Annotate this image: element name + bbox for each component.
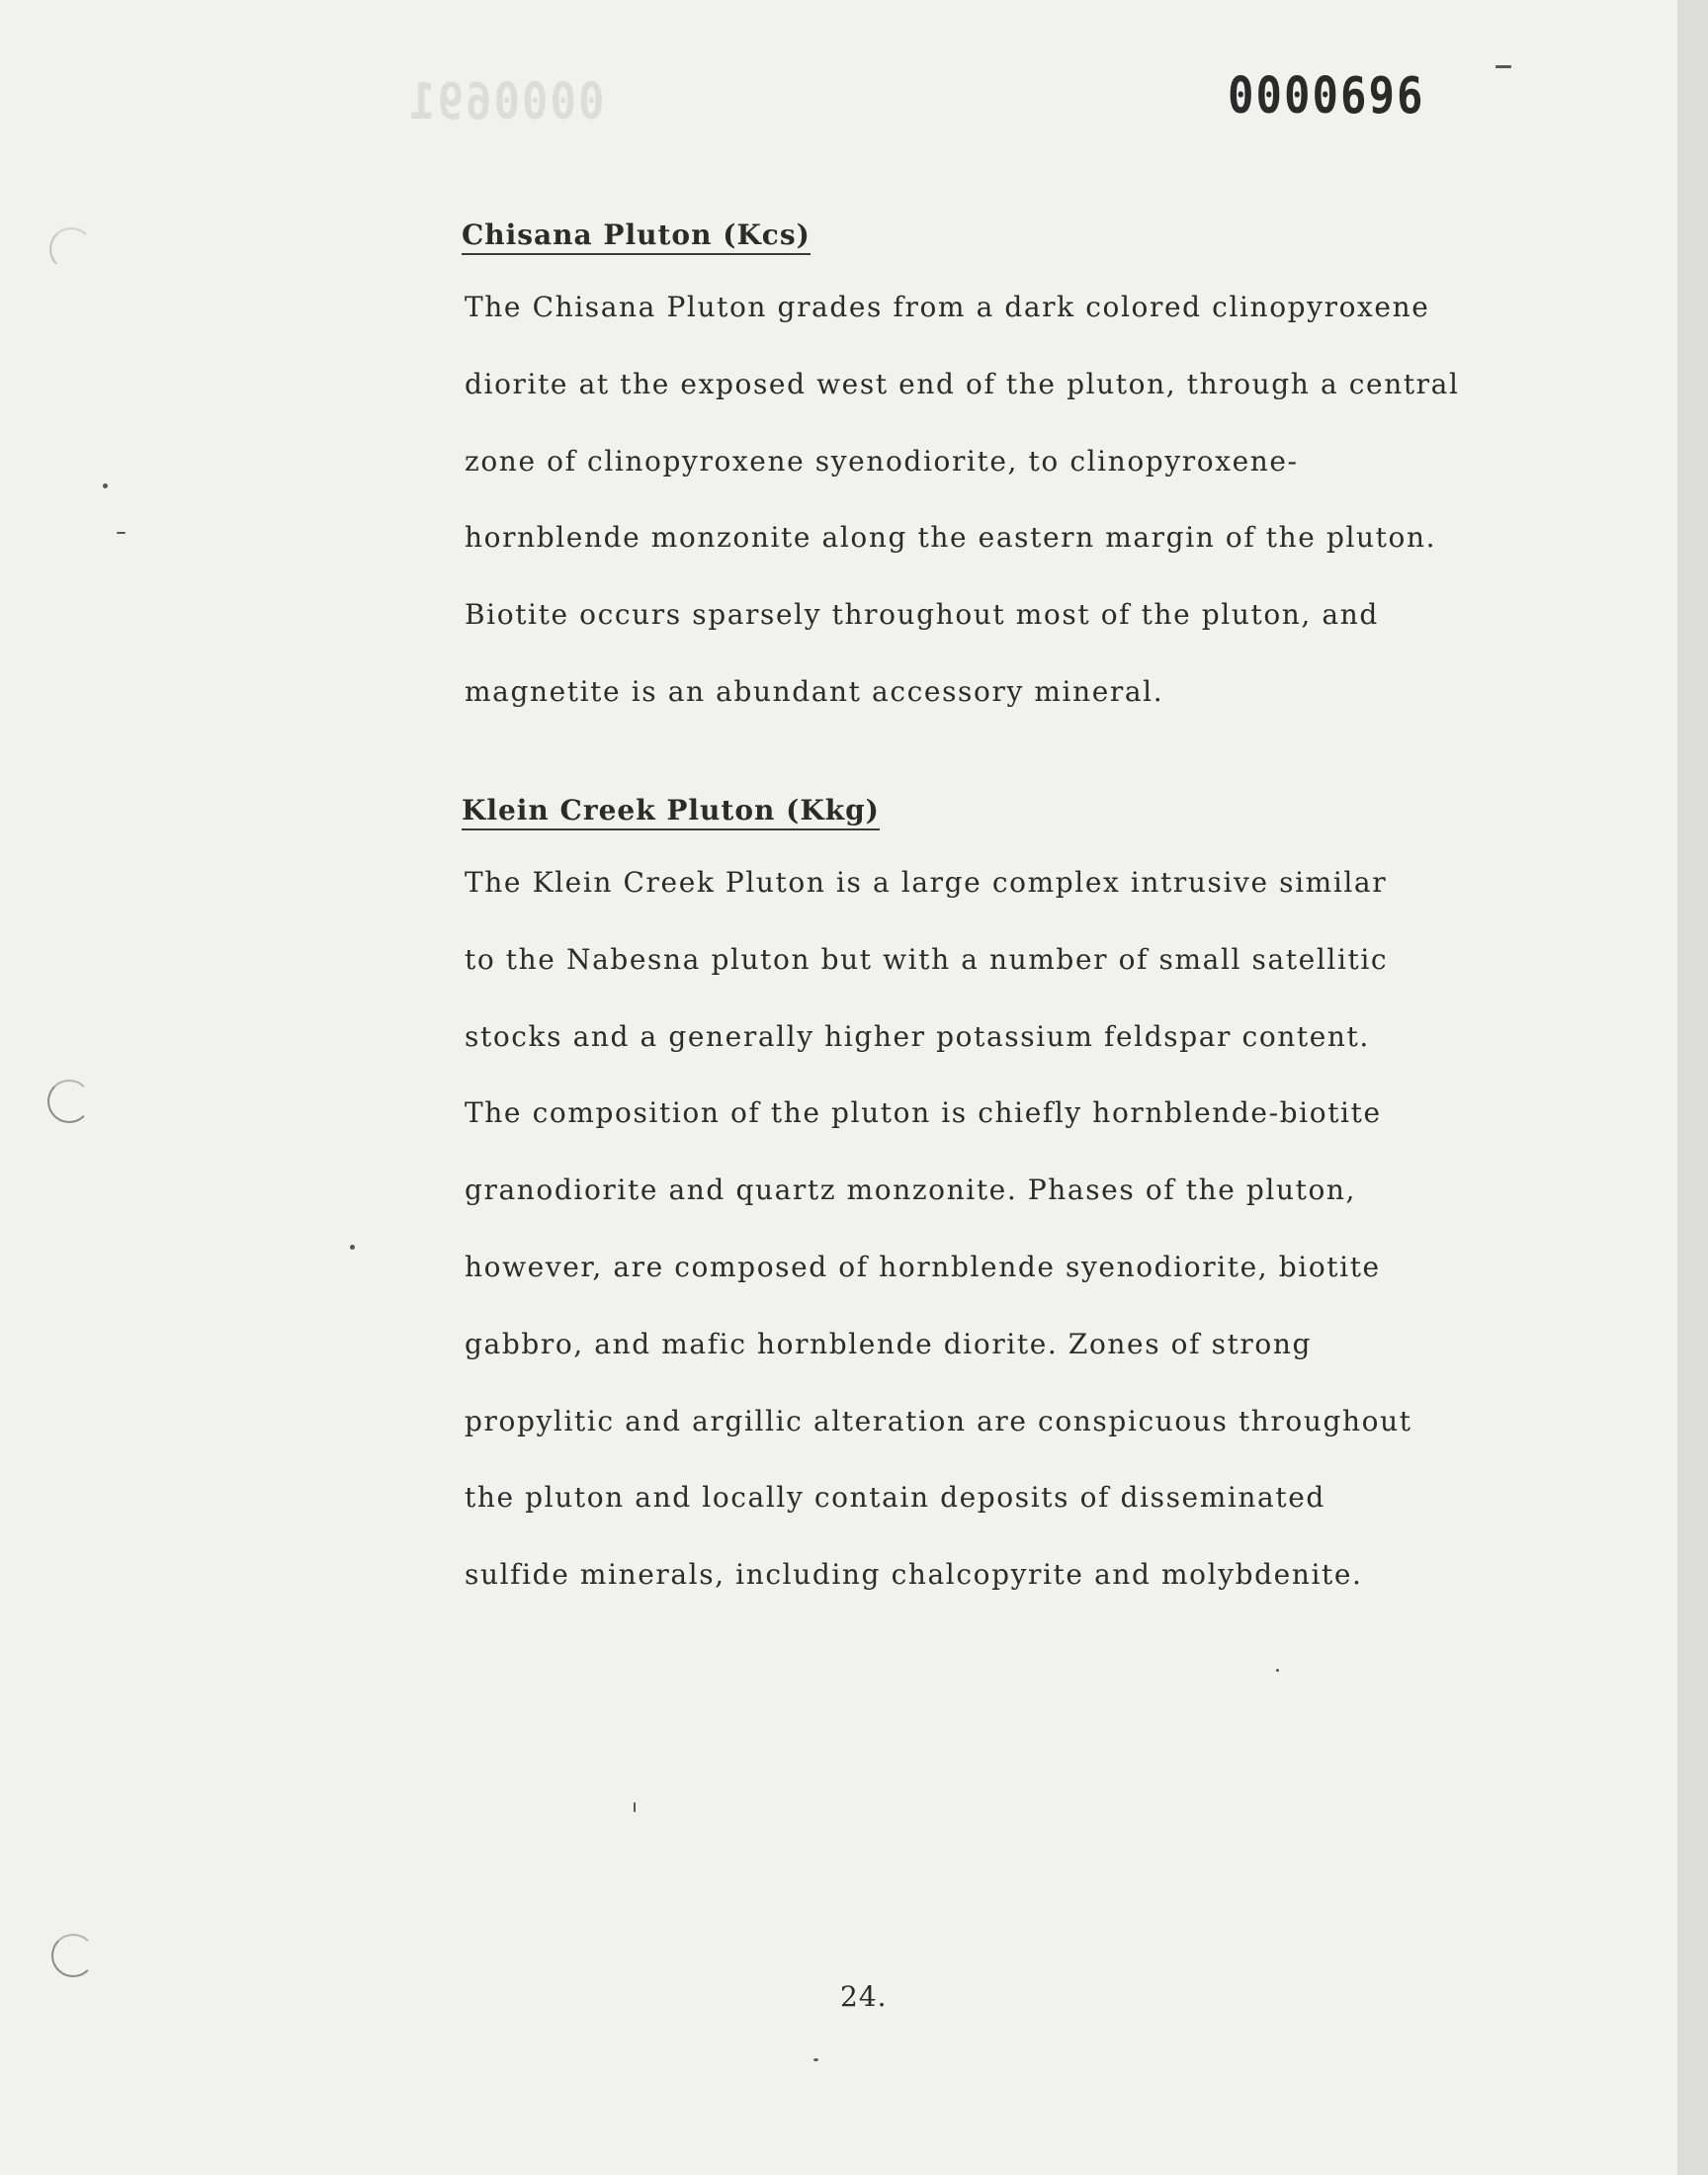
paragraph-klein-creek-pluton bbox=[465, 844, 1412, 1613]
section-heading-klein-creek-pluton: Klein Creek Pluton (Kkg) bbox=[462, 794, 880, 830]
text-line: magnetite is an abundant accessory mineral. bbox=[465, 674, 1164, 708]
paragraph-chisana-pluton bbox=[465, 269, 1460, 731]
scan-speck bbox=[117, 532, 126, 534]
page-number: 24. bbox=[840, 1980, 888, 2013]
text-line: propylitic and argillic alteration are conspicuous throughout bbox=[465, 1404, 1412, 1437]
text-line: stocks and a generally higher potassium feldspar content. bbox=[465, 1019, 1370, 1053]
scan-speck bbox=[1495, 65, 1511, 68]
text-line: granodiorite and quartz monzonite. Phases of the pluton, bbox=[465, 1174, 1357, 1207]
text-line: The Klein Creek Pluton is a large complex intrusive similar bbox=[465, 866, 1388, 899]
scan-speck bbox=[1276, 1669, 1279, 1672]
text-line: however, are composed of hornblende syenodiorite, biotite bbox=[465, 1250, 1381, 1283]
document-stamp-number: 0000696 bbox=[1228, 67, 1425, 126]
text-line: gabbro, and mafic hornblende diorite. Zones of strong bbox=[465, 1327, 1313, 1360]
text-line: the pluton and locally contain deposits of disseminated bbox=[465, 1481, 1325, 1515]
punch-hole-middle bbox=[47, 1080, 91, 1123]
scan-speck bbox=[350, 1245, 355, 1250]
punch-hole-top bbox=[49, 227, 93, 271]
scan-speck bbox=[634, 1802, 636, 1812]
text-line: to the Nabesna pluton but with a number of small satellitic bbox=[465, 942, 1389, 976]
punch-hole-bottom bbox=[51, 1934, 95, 1977]
scan-speck bbox=[103, 483, 108, 488]
text-line: zone of clinopyroxene syenodiorite, to clinopyroxene- bbox=[465, 444, 1299, 478]
section-heading-chisana-pluton: Chisana Pluton (Kcs) bbox=[462, 218, 811, 255]
bleed-through-number: 0000691 bbox=[407, 73, 605, 131]
text-line: The composition of the pluton is chiefly hornblende-biotite bbox=[465, 1096, 1382, 1130]
text-line: The Chisana Pluton grades from a dark colored clinopyroxene bbox=[465, 291, 1430, 323]
scanner-edge bbox=[1678, 0, 1708, 2175]
scan-speck bbox=[813, 2058, 818, 2061]
text-line: hornblende monzonite along the eastern margin of the pluton. bbox=[465, 521, 1437, 555]
text-line: diorite at the exposed west end of the pluton, through a central bbox=[465, 367, 1460, 400]
text-line: Biotite occurs sparsely throughout most of the pluton, and bbox=[465, 598, 1379, 632]
text-line: sulfide minerals, including chalcopyrite and molybdenite. bbox=[465, 1558, 1363, 1592]
